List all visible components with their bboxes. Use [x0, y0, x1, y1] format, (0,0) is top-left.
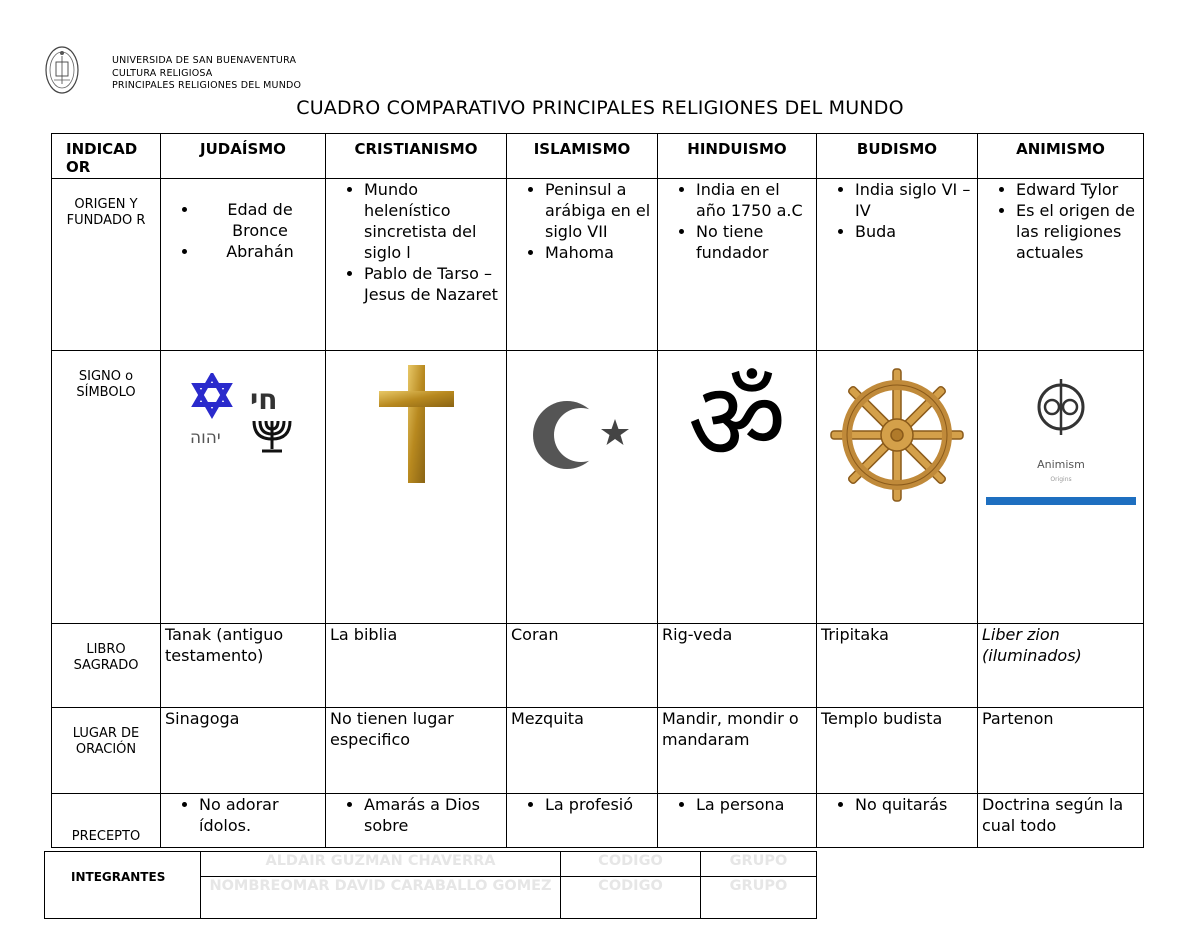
cell-precepto-animismo: Doctrina según la cual todo [978, 794, 1144, 848]
team-label: INTEGRANTES [45, 852, 201, 919]
table-row-lugar [52, 708, 1144, 794]
cell-origen-cristianismo [326, 179, 507, 351]
list-item: • No adorar ídolos. [199, 794, 321, 836]
col-header-hinduismo: HINDUISMO [658, 134, 817, 179]
list-item: • Amarás a Dios sobre [364, 794, 502, 836]
list-item: • No quitarás [855, 794, 973, 815]
cell-precepto-judaismo [161, 794, 326, 848]
team-member-2: NOMBREOMAR DAVID CARABALLO GOMEZ [201, 877, 561, 919]
cell-origen-islamismo [507, 179, 658, 351]
list-item: • Mahoma [545, 242, 653, 263]
cell-libro-cristianismo: La biblia [326, 624, 507, 708]
team-table [44, 851, 817, 919]
cell-libro-judaismo: Tanak (antiguo testamento) [161, 624, 326, 708]
cell-precepto-islamismo [507, 794, 658, 848]
cell-lugar-cristianismo: No tienen lugar especifico [326, 708, 507, 794]
list-item: • Pablo de Tarso – Jesus de Nazaret [364, 263, 502, 305]
cell-precepto-budismo [817, 794, 978, 848]
cell-lugar-animismo: Partenon [978, 708, 1144, 794]
list-item: • Edward Tylor [1016, 179, 1139, 200]
cell-signo-judaismo [161, 351, 326, 624]
cross-icon [371, 361, 461, 486]
team-group-1: GRUPO [701, 852, 817, 877]
page-title: CUADRO COMPARATIVO PRINCIPALES RELIGIONES DEL MUNDO [296, 97, 904, 119]
team-group-2: GRUPO [701, 877, 817, 919]
table-row-origen [52, 179, 1144, 351]
team-code-1: CODIGO [561, 852, 701, 877]
cell-libro-islamismo: Coran [507, 624, 658, 708]
cell-libro-hinduismo: Rig-veda [658, 624, 817, 708]
comparison-table [51, 133, 1144, 848]
cell-libro-budismo: Tripitaka [817, 624, 978, 708]
animism-caption: Animism [1036, 458, 1085, 471]
om-icon: ॐ [687, 360, 787, 485]
cell-signo-animismo [978, 351, 1144, 624]
cell-origen-animismo [978, 179, 1144, 351]
list-item: • Abrahán [199, 241, 321, 262]
col-header-indicador: INDICAD OR [52, 134, 161, 179]
col-header-animismo: ANIMISMO [978, 134, 1144, 179]
table-row-signo [52, 351, 1144, 624]
team-member-1: ALDAIR GUZMAN CHAVERRA [201, 852, 561, 877]
cell-lugar-budismo: Templo budista [817, 708, 978, 794]
star-of-david-menorah-icon [188, 373, 298, 453]
cell-lugar-judaismo: Sinagoga [161, 708, 326, 794]
row-label-precepto: PRECEPTO [52, 794, 161, 848]
list-item: • Edad de Bronce [199, 199, 321, 241]
cell-lugar-hinduismo: Mandir, mondir o mandaram [658, 708, 817, 794]
crescent-star-icon [527, 395, 637, 475]
team-code-2: CODIGO [561, 877, 701, 919]
list-item: • Peninsul a arábiga en el siglo VII [545, 179, 653, 242]
col-header-cristianismo: CRISTIANISMO [326, 134, 507, 179]
topic-name: PRINCIPALES RELIGIONES DEL MUNDO [112, 80, 302, 91]
list-item: • La profesió [545, 794, 653, 815]
list-item: • Mundo helenístico sincretista del siglo l [364, 179, 502, 263]
cell-signo-cristianismo [326, 351, 507, 624]
university-seal-icon [44, 44, 80, 96]
table-header-row [52, 134, 1144, 179]
col-header-budismo: BUDISMO [817, 134, 978, 179]
subject-name: CULTURA RELIGIOSA [112, 67, 213, 79]
row-label-libro: LIBRO SAGRADO [52, 624, 161, 708]
list-item: • La persona [696, 794, 812, 815]
document-header [112, 55, 301, 93]
animism-symbol-icon [986, 373, 1136, 513]
institution-name: UNIVERSIDA DE SAN BUENAVENTURA [112, 55, 297, 66]
tetragrammaton-glyph: יהוה [190, 428, 221, 448]
animism-subcaption: Origins [1049, 476, 1072, 483]
cell-signo-hinduismo [658, 351, 817, 624]
cell-signo-islamismo [507, 351, 658, 624]
list-item: • No tiene fundador [696, 221, 812, 263]
cell-libro-animismo: Liber zion (iluminados) [978, 624, 1144, 708]
list-item: • Es el origen de las religiones actuales [1016, 200, 1139, 263]
cell-origen-budismo [817, 179, 978, 351]
cell-lugar-islamismo: Mezquita [507, 708, 658, 794]
row-label-lugar: LUGAR DE ORACIÓN [52, 708, 161, 794]
table-row-libro [52, 624, 1144, 708]
chai-glyph: חי [250, 383, 278, 416]
list-item: • Buda [855, 221, 973, 242]
col-header-islamismo: ISLAMISMO [507, 134, 658, 179]
table-row-precepto [52, 794, 1144, 848]
cell-precepto-cristianismo [326, 794, 507, 848]
list-item: • India siglo VI – IV [855, 179, 973, 221]
cell-origen-hinduismo [658, 179, 817, 351]
dharma-wheel-icon [827, 365, 967, 505]
cell-precepto-hinduismo [658, 794, 817, 848]
row-label-signo: SIGNO o SÍMBOLO [52, 351, 161, 624]
col-header-judaismo: JUDAÍSMO [161, 134, 326, 179]
cell-signo-budismo [817, 351, 978, 624]
cell-origen-judaismo [161, 179, 326, 351]
list-item: • India en el año 1750 a.C [696, 179, 812, 221]
menorah-icon [254, 421, 290, 451]
row-label-origen: ORIGEN Y FUNDADO R [52, 179, 161, 351]
